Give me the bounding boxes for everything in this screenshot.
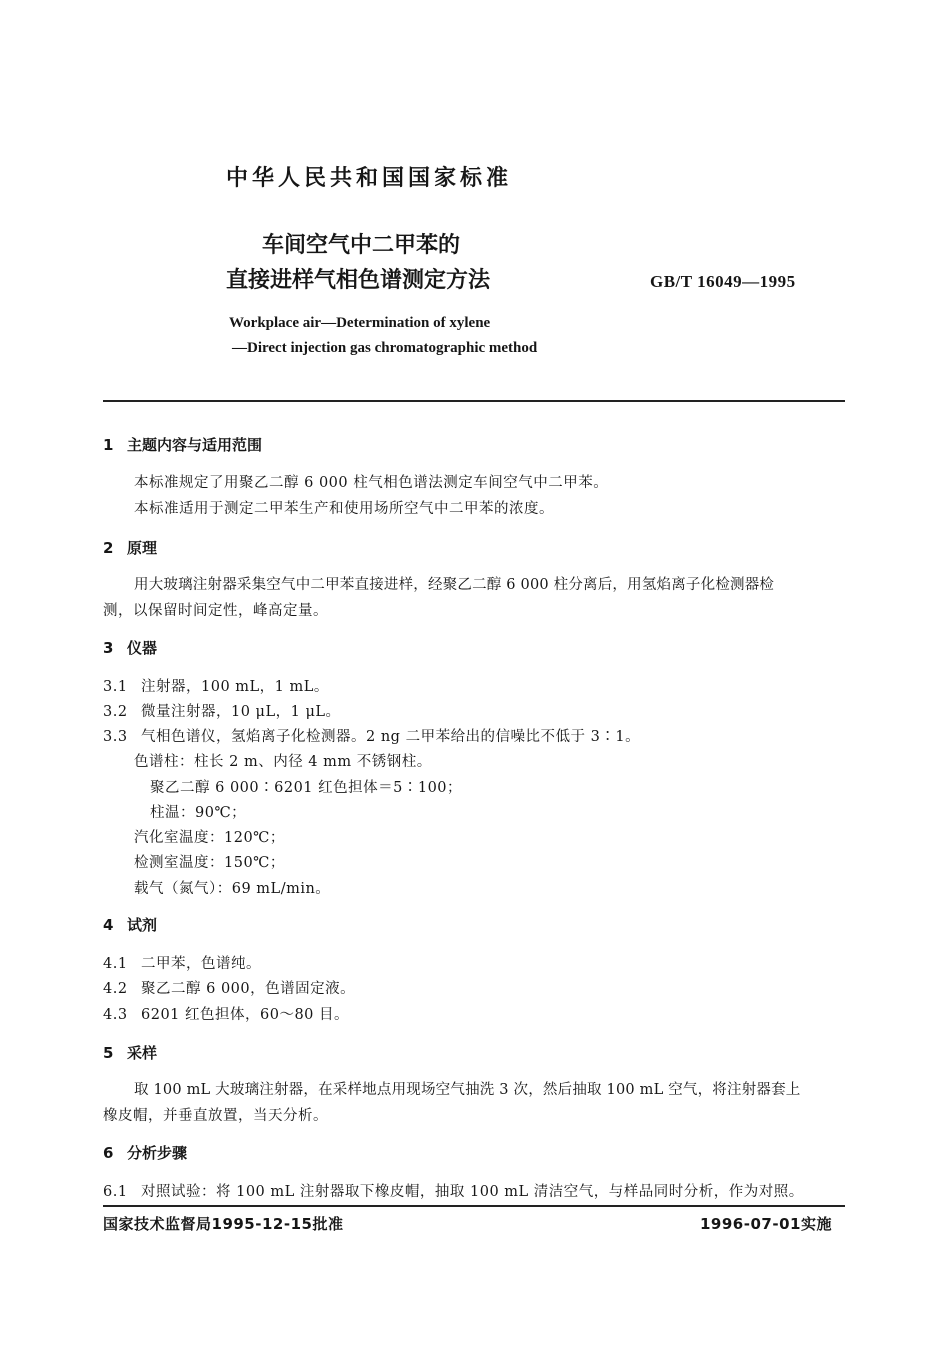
list-item bbox=[103, 700, 341, 721]
item-text: 气相色谱仪，氢焰离子化检测器。2 ng 二甲苯给出的信噪比不低于 3∶1。 bbox=[141, 729, 641, 745]
paragraph-line: 本标准规定了用聚乙二醇 6 000 柱气相色谱法测定车间空气中二甲苯。 bbox=[134, 475, 609, 491]
list-item bbox=[103, 1003, 349, 1024]
section-number: 4 bbox=[103, 916, 114, 934]
item-number: 4.2 bbox=[103, 981, 128, 997]
item-text: 对照试验：将 100 mL 注射器取下橡皮帽，抽取 100 mL 清洁空气，与样品同时分析，作为对照。 bbox=[141, 1184, 804, 1200]
sub-line: 检测室温度：150℃； bbox=[134, 855, 285, 871]
item-number: 4.1 bbox=[103, 956, 128, 972]
item-number: 3.2 bbox=[103, 704, 128, 720]
item-text: 6201 红色担体，60～80 目。 bbox=[141, 1007, 350, 1023]
title-en-line1: Workplace air—Determination of xylene bbox=[229, 315, 491, 331]
item-number: 3.1 bbox=[103, 679, 128, 695]
standard-code: GB/T 16049—1995 bbox=[650, 272, 796, 291]
section-title: 采样 bbox=[127, 1044, 158, 1062]
sub-line: 汽化室温度：120℃； bbox=[134, 830, 285, 846]
header-divider bbox=[103, 400, 845, 402]
paragraph-line: 取 100 mL 大玻璃注射器，在采样地点用现场空气抽洗 3 次，然后抽取 100 mL 空气，将注射器套上 bbox=[134, 1082, 801, 1098]
title-en-line2: —Direct injection gas chromatographic method bbox=[232, 340, 538, 356]
list-item bbox=[103, 1180, 804, 1201]
item-number: 6.1 bbox=[103, 1184, 128, 1200]
item-number: 3.3 bbox=[103, 729, 128, 745]
title-cn-line2: 直接进样气相色谱测定方法 bbox=[226, 268, 491, 293]
section-heading bbox=[103, 637, 157, 658]
sub-line: 聚乙二醇 6 000∶6201 红色担体＝5∶100； bbox=[150, 780, 463, 796]
section-heading bbox=[103, 1042, 157, 1063]
list-item bbox=[103, 977, 355, 998]
footer-divider bbox=[103, 1205, 845, 1207]
item-number: 4.3 bbox=[103, 1007, 128, 1023]
paragraph-line: 橡皮帽，并垂直放置，当天分析。 bbox=[103, 1108, 328, 1124]
national-standard-title: 中华人民共和国国家标准 bbox=[226, 166, 513, 191]
paragraph-line: 用大玻璃注射器采集空气中二甲苯直接进样，经聚乙二醇 6 000 柱分离后，用氢焰离子化检测器检 bbox=[134, 577, 775, 593]
section-heading bbox=[103, 537, 157, 558]
effective-date: 1996-07-01实施 bbox=[700, 1215, 832, 1233]
section-title: 试剂 bbox=[127, 916, 158, 934]
section-heading bbox=[103, 434, 262, 455]
section-heading bbox=[103, 914, 157, 935]
approval-date: 国家技术监督局1995-12-15批准 bbox=[103, 1215, 344, 1233]
sub-line: 色谱柱：柱长 2 m、内径 4 mm 不锈钢柱。 bbox=[134, 754, 432, 770]
section-title: 主题内容与适用范围 bbox=[127, 436, 263, 454]
paragraph-line: 本标准适用于测定二甲苯生产和使用场所空气中二甲苯的浓度。 bbox=[134, 501, 554, 517]
list-item bbox=[103, 725, 640, 746]
item-text: 二甲苯，色谱纯。 bbox=[141, 956, 261, 972]
list-item bbox=[103, 675, 329, 696]
section-heading bbox=[103, 1142, 187, 1163]
sub-line: 载气（氮气）：69 mL/min。 bbox=[134, 881, 331, 897]
section-number: 1 bbox=[103, 436, 114, 454]
section-title: 原理 bbox=[127, 539, 158, 557]
paragraph-line: 测，以保留时间定性，峰高定量。 bbox=[103, 603, 328, 619]
sub-line: 柱温：90℃； bbox=[150, 805, 247, 821]
item-text: 注射器，100 mL，1 mL。 bbox=[141, 679, 329, 695]
section-number: 3 bbox=[103, 639, 114, 657]
item-text: 微量注射器，10 μL，1 μL。 bbox=[141, 704, 341, 720]
section-number: 5 bbox=[103, 1044, 114, 1062]
section-number: 2 bbox=[103, 539, 114, 557]
title-cn-line1: 车间空气中二甲苯的 bbox=[262, 233, 461, 258]
item-text: 聚乙二醇 6 000，色谱固定液。 bbox=[141, 981, 356, 997]
list-item bbox=[103, 952, 261, 973]
section-title: 仪器 bbox=[127, 639, 158, 657]
section-number: 6 bbox=[103, 1144, 114, 1162]
section-title: 分析步骤 bbox=[127, 1144, 188, 1162]
